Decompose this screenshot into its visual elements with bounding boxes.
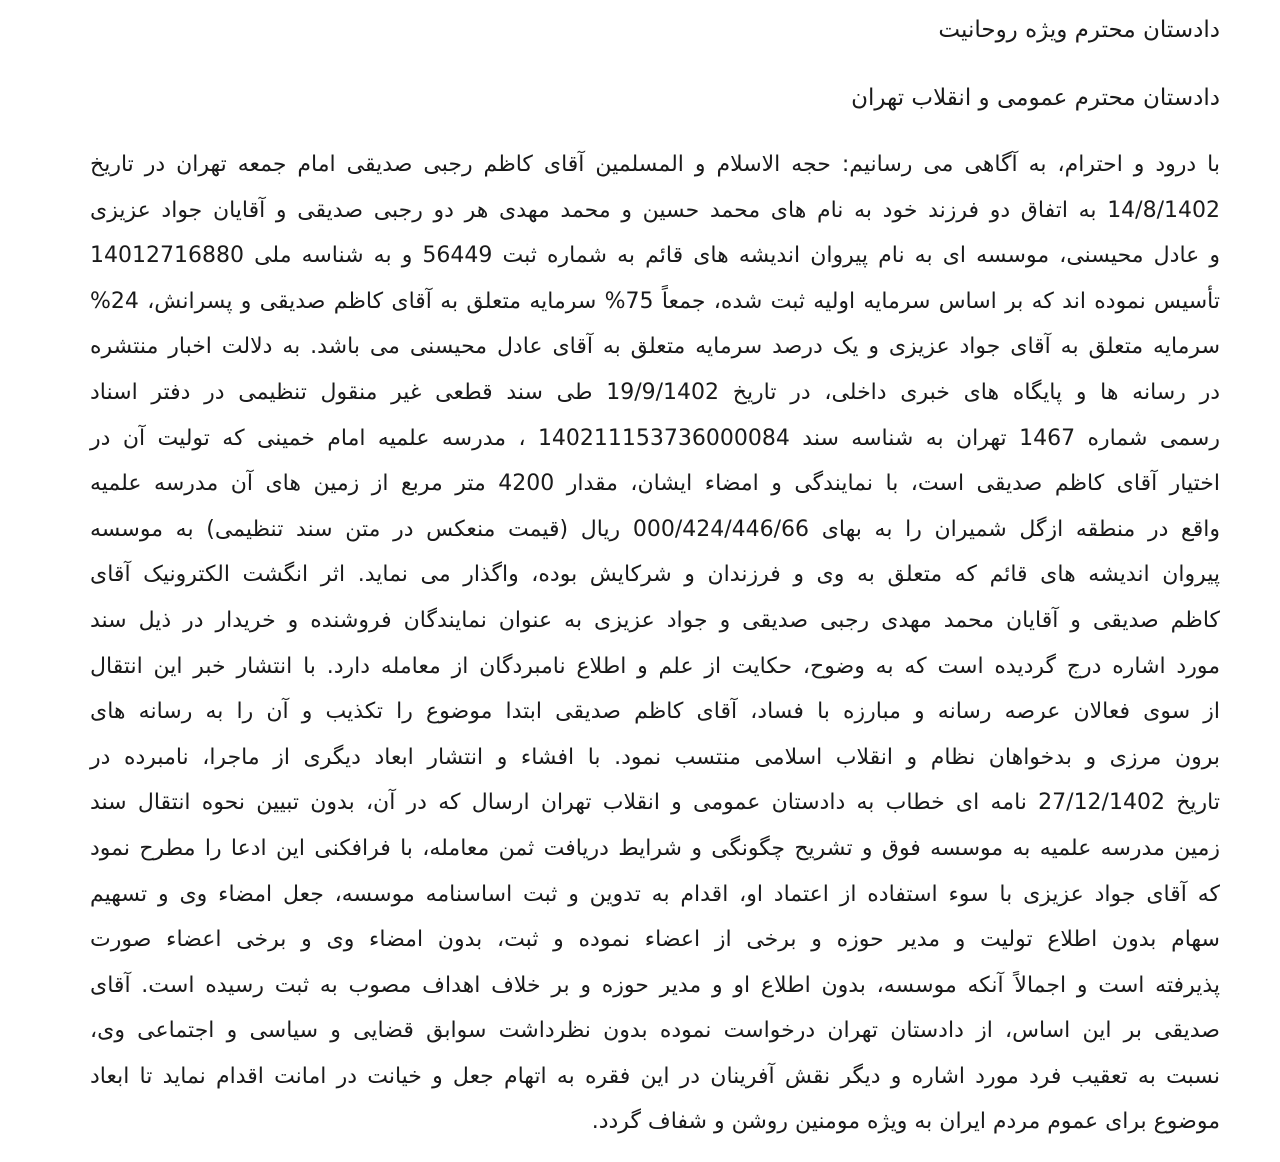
body-line: مورد اشاره درج گردیده است که به وضوح، حکایت از علم و اطلاع نامبردگان از معامله دارد. با انتشار خبر این انتقال: [90, 653, 1220, 679]
body-line: موضوع برای عموم مردم ایران به ویژه مومنین روشن و شفاف گردد.: [591, 1109, 1220, 1135]
body-line: سهام بدون اطلاع تولیت و مدیر حوزه و برخی از اعضاء نموده و ثبت، بدون امضاء وی و برخی اعضاء صورت: [90, 927, 1220, 953]
body-line: 14/8/1402 به اتفاق دو فرزند خود به نام های محمد حسین و محمد مهدی هر دو رجبی صدیقی و آقایان جواد عزیزی: [90, 197, 1220, 223]
body-line: که آقای جواد عزیزی با سوء استفاده از اعتماد او، اقدام به تدوین و ثبت اساسنامه موسسه، جعل امضاء وی و تسهیم: [90, 881, 1220, 907]
body-line: صدیقی بر این اساس، از دادستان تهران درخواست نموده بدون نظرداشت سوابق قضایی و سیاسی و اجتماعی وی،: [90, 1018, 1220, 1044]
body-line: زمین مدرسه علمیه به موسسه فوق و تشریح چگونگی و شرایط دریافت ثمن معامله، با فرافکنی این ادعا را مطرح نمود: [90, 835, 1220, 861]
body-line: واقع در منطقه ازگل شمیران را به بهای 000/424/446/66 ریال (قیمت منعکس در متن سند تنظیمی) به موسسه: [90, 516, 1220, 542]
body-line: برون مرزی و بدخواهان نظام و انقلاب اسلامی منتسب نمود. با افشاء و انتشار ابعاد دیگری از ماجرا، نامبرده در: [90, 744, 1220, 770]
body-line: در رسانه ها و پایگاه های خبری داخلی، در تاریخ 19/9/1402 طی سند قطعی غیر منقول تنظیمی در دفتر اسناد: [90, 379, 1220, 405]
body-line: پذیرفته است و اجمالاً آنکه موسسه، بدون اطلاع او و مدیر حوزه و بر خلاف اهداف مصوب به ثبت رسیده است. آقای: [90, 972, 1220, 998]
body-line: کاظم صدیقی و آقایان محمد مهدی رجبی صدیقی و جواد عزیزی به عنوان نمایندگان فروشنده و خریدار در ذیل سند: [90, 607, 1220, 633]
addressee-heading-2: دادستان محترم عمومی و انقلاب تهران: [851, 85, 1220, 111]
body-line: با درود و احترام، به آگاهی می رسانیم: حجه الاسلام و المسلمین آقای کاظم رجبی صدیقی امام جمعه تهران در تاریخ: [90, 152, 1220, 177]
addressee-heading-1: دادستان محترم ویژه روحانیت: [938, 17, 1220, 43]
body-line: اختیار آقای کاظم صدیقی است، با نمایندگی و امضاء ایشان، مقدار 4200 متر مربع از زمین های آن مدرسه علمیه: [90, 471, 1221, 497]
body-line: نسبت به تعقیب فرد مورد اشاره و دیگر نقش آفرینان در این فقره به اتهام جعل و خیانت در امانت اقدام نماید تا ابعاد: [90, 1063, 1220, 1089]
body-line: رسمی شماره 1467 تهران به شناسه سند 140211153736000084 ، مدرسه علمیه امام خمینی که تولیت آن در: [90, 425, 1220, 451]
body-line: تاریخ 27/12/1402 نامه ای خطاب به دادستان عمومی و انقلاب تهران ارسال که در آن، بدون تبیین نحوه انتقال سند: [90, 790, 1220, 816]
letter-body: [90, 142, 1220, 1145]
body-line: سرمایه متعلق به آقای جواد عزیزی و یک درصد سرمایه متعلق به آقای عادل محیسنی می باشد. به دلالت اخبار منتشره: [90, 334, 1220, 360]
body-line: پیروان اندیشه های قائم که متعلق به وی و فرزندان و شرکایش بوده، واگذار می نماید. اثر انگشت الکترونیک آقای: [90, 562, 1220, 588]
body-line: تأسیس نموده اند که بر اساس سرمایه اولیه ثبت شده، جمعاً 75% سرمایه متعلق به آقای کاظم صدیقی و پسرانش، 24%: [90, 288, 1221, 314]
body-line: و عادل محیسنی، موسسه ای به نام پیروان اندیشه های قائم به شماره ثبت 56449 و به شناسه ملی 14012716880: [90, 243, 1220, 269]
body-line: از سوی فعالان عرصه رسانه و مبارزه با فساد، آقای کاظم صدیقی ابتدا موضوع را تکذیب و آن را به رسانه های: [90, 699, 1220, 725]
letter-document: [90, 10, 1220, 1145]
